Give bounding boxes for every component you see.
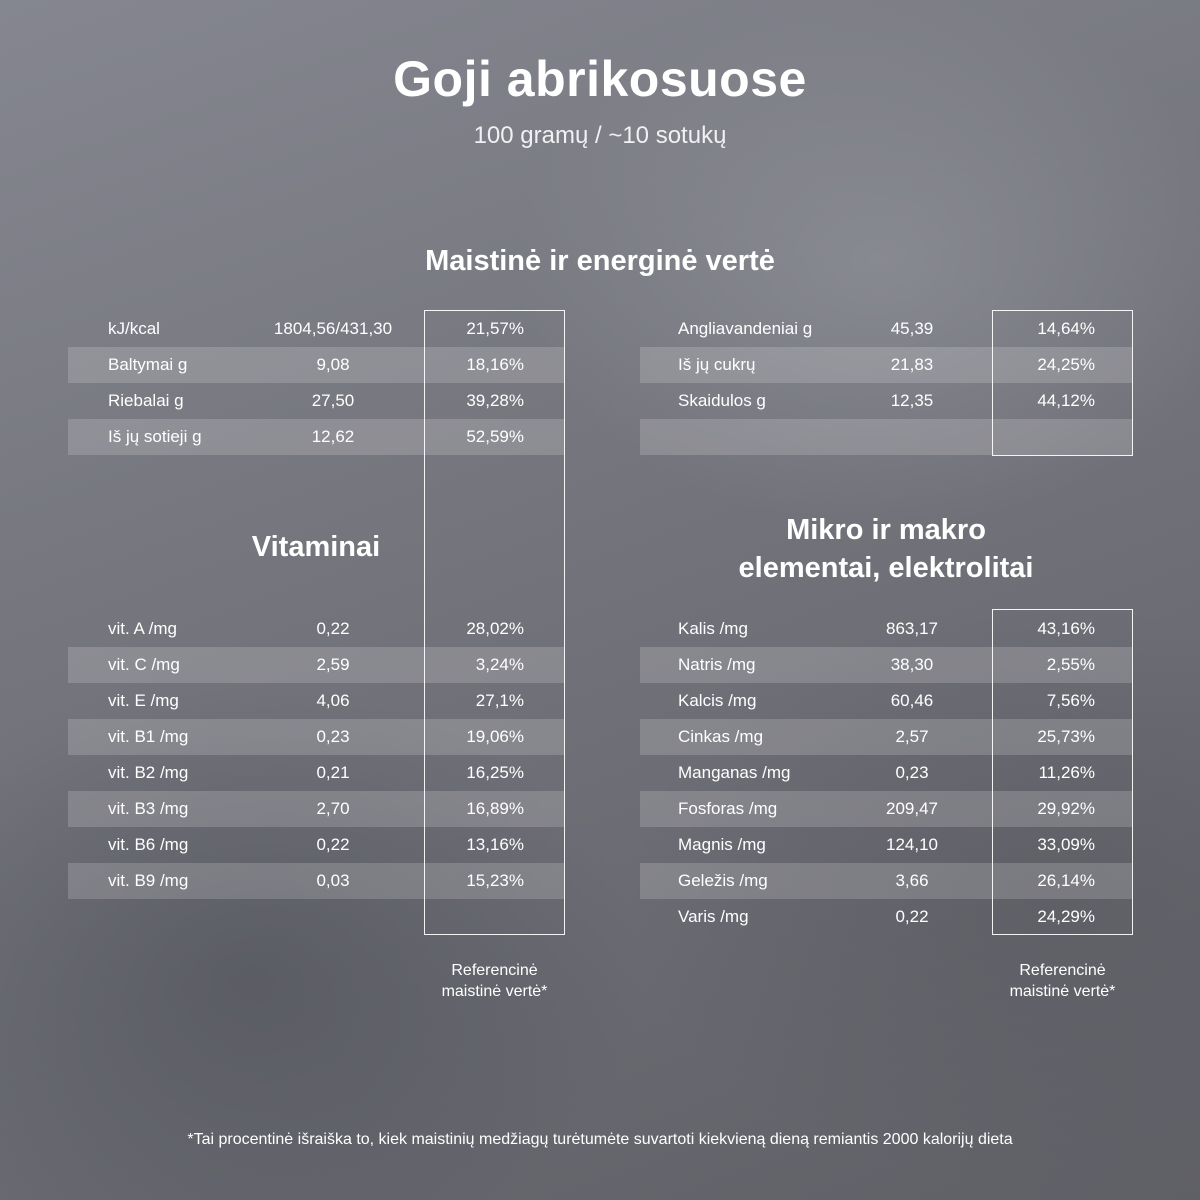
reference-percent: 44,12%	[1037, 391, 1095, 410]
mineral-row	[640, 827, 1132, 863]
reference-percent: 18,16%	[466, 355, 524, 374]
energy-row	[68, 347, 564, 383]
nutrient-amount: 0,21	[316, 763, 350, 782]
reference-percent: 25,73%	[1037, 727, 1095, 746]
reference-percent: 24,25%	[1037, 355, 1095, 374]
nutrient-name: vit. B9 /mg	[108, 871, 189, 890]
nutrient-amount: 124,10	[886, 835, 938, 854]
nutrient-name: Manganas /mg	[678, 763, 791, 782]
reference-percent: 29,92%	[1037, 799, 1095, 818]
energy-row	[68, 383, 564, 419]
reference-percent: 33,09%	[1037, 835, 1095, 854]
minerals-section-title	[640, 511, 1132, 587]
nutrient-name: Cinkas /mg	[678, 727, 764, 746]
mineral-row	[640, 791, 1132, 827]
nutrient-name: kJ/kcal	[108, 319, 160, 338]
energy-row	[68, 311, 564, 347]
nutrient-amount: 863,17	[886, 619, 938, 638]
energy-section-title: Maistinė ir energinė vertė	[425, 245, 775, 277]
nutrient-amount: 21,83	[890, 355, 934, 374]
minerals-title-line1: Mikro ir makro	[786, 514, 986, 546]
nutrient-amount: 0,22	[316, 619, 350, 638]
nutrient-amount: 0,23	[316, 727, 350, 746]
reference-percent: 39,28%	[466, 391, 524, 410]
energy-row	[640, 383, 1132, 419]
reference-value-label-right	[992, 960, 1133, 1002]
reference-value-label-left	[424, 960, 565, 1002]
mineral-row	[640, 863, 1132, 899]
reference-percent: 16,89%	[466, 799, 524, 818]
reference-percent: 13,16%	[466, 835, 524, 854]
nutrient-amount: 2,70	[316, 799, 350, 818]
vitamin-row	[68, 611, 564, 647]
mineral-row	[640, 647, 1132, 683]
nutrient-amount: 1804,56/431,30	[273, 319, 393, 338]
nutrient-name: vit. B2 /mg	[108, 763, 189, 782]
energy-row	[640, 347, 1132, 383]
reference-label-line1: Referencinė	[451, 962, 538, 979]
mineral-row	[640, 899, 1132, 935]
nutrient-name: Kalis /mg	[678, 619, 748, 638]
nutrient-amount: 209,47	[886, 799, 938, 818]
nutrient-name: Riebalai g	[108, 391, 184, 410]
vitamins-section-title: Vitaminai	[251, 531, 381, 563]
reference-percent: 7,56%	[1046, 691, 1095, 710]
reference-percent: 16,25%	[466, 763, 524, 782]
nutrient-amount: 27,50	[311, 391, 355, 410]
nutrient-name: Iš jų sotieji g	[108, 427, 202, 446]
nutrient-amount: 2,59	[316, 655, 350, 674]
nutrient-amount: 9,08	[316, 355, 350, 374]
footnote: *Tai procentinė išraiška to, kiek maistinių medžiagų turėtumėte suvartoti kiekvieną dieną remiantis 2000 kalorijų dieta	[187, 1131, 1013, 1148]
nutrient-amount: 0,22	[316, 835, 350, 854]
page-subtitle: 100 gramų / ~10 sotukų	[473, 122, 727, 149]
nutrient-amount: 45,39	[890, 319, 934, 338]
nutrient-amount: 12,35	[890, 391, 934, 410]
nutrient-amount: 4,06	[316, 691, 350, 710]
vitamin-row	[68, 755, 564, 791]
nutrient-name: Iš jų cukrų	[678, 355, 756, 374]
nutrient-name: vit. E /mg	[108, 691, 179, 710]
reference-percent: 14,64%	[1037, 319, 1095, 338]
reference-percent: 15,23%	[466, 871, 524, 890]
energy-row-empty	[640, 419, 1132, 455]
mineral-row	[640, 719, 1132, 755]
nutrient-name: Fosforas /mg	[678, 799, 778, 818]
reference-percent: 28,02%	[466, 619, 524, 638]
nutrient-amount: 2,57	[895, 727, 929, 746]
reference-percent: 52,59%	[466, 427, 524, 446]
reference-percent: 26,14%	[1037, 871, 1095, 890]
vitamin-row	[68, 683, 564, 719]
reference-label-line2: maistinė vertė*	[1009, 983, 1116, 1000]
vitamin-row	[68, 791, 564, 827]
nutrient-name: vit. A /mg	[108, 619, 177, 638]
nutrient-name: Kalcis /mg	[678, 691, 757, 710]
nutrient-name: Geležis /mg	[678, 871, 768, 890]
nutrient-name: vit. C /mg	[108, 655, 180, 674]
vitamin-row	[68, 863, 564, 899]
nutrient-name: vit. B6 /mg	[108, 835, 189, 854]
nutrient-amount: 3,66	[895, 871, 929, 890]
energy-row	[68, 419, 564, 455]
mineral-row	[640, 683, 1132, 719]
mineral-row	[640, 611, 1132, 647]
reference-percent: 11,26%	[1038, 763, 1095, 782]
nutrient-name: vit. B3 /mg	[108, 799, 189, 818]
vitamin-row	[68, 719, 564, 755]
reference-percent: 3,24%	[475, 655, 524, 674]
nutrient-amount: 0,23	[895, 763, 929, 782]
nutrient-amount: 12,62	[311, 427, 355, 446]
reference-percent: 21,57%	[466, 319, 524, 338]
energy-row	[640, 311, 1132, 347]
nutrient-amount: 0,22	[895, 907, 929, 926]
nutrient-name: Varis /mg	[678, 907, 749, 926]
nutrient-amount: 0,03	[316, 871, 350, 890]
nutrient-name: Baltymai g	[108, 355, 188, 374]
page-title: Goji abrikosuose	[393, 51, 807, 107]
nutrient-name: vit. B1 /mg	[108, 727, 189, 746]
reference-percent: 2,55%	[1046, 655, 1095, 674]
reference-percent: 24,29%	[1037, 907, 1095, 926]
nutrient-name: Natris /mg	[678, 655, 756, 674]
reference-label-line1: Referencinė	[1019, 962, 1106, 979]
vitamin-row	[68, 827, 564, 863]
reference-percent: 27,1%	[475, 691, 524, 710]
vitamin-row	[68, 647, 564, 683]
reference-percent: 19,06%	[466, 727, 524, 746]
nutrient-amount: 38,30	[890, 655, 934, 674]
reference-label-line2: maistinė vertė*	[441, 983, 548, 1000]
nutrient-name: Magnis /mg	[678, 835, 766, 854]
reference-percent: 43,16%	[1037, 619, 1095, 638]
nutrient-amount: 60,46	[890, 691, 934, 710]
mineral-row	[640, 755, 1132, 791]
nutrient-name: Skaidulos g	[678, 391, 766, 410]
minerals-title-line2: elementai, elektrolitai	[738, 552, 1034, 584]
nutrient-name: Angliavandeniai g	[678, 319, 813, 338]
